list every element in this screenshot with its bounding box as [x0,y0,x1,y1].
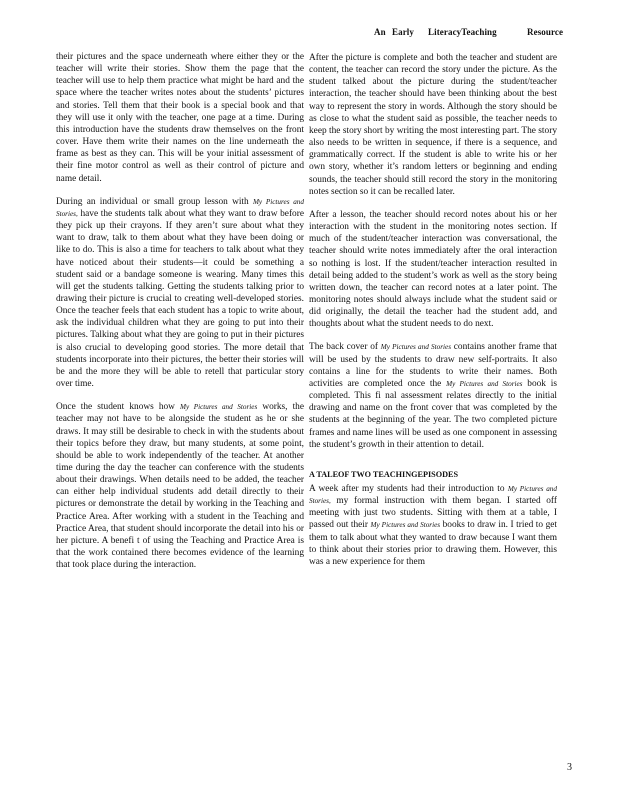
paragraph: After the picture is complete and both the teacher and student are content, the teacher can record the story under the picture. As the student talked about the picture during the student/teacher interaction, the teacher should have been thinking about the best way to represent the story in words. Although the story should be as close to what the student said as possible, the teacher needs to keep the story short by writing the most interesting part. The story also needs to be written in sequence, if there is a sequence, and grammatically correct. If the student is able to write his or her own story, whether it’s random letters or beginning and ending sounds, the teacher should still record the story in the monitoring notes section so it can be recalled later. [309,53,557,197]
book-title: My Pictures and Stories, [309,485,557,506]
paragraph-text: books to draw in. I tried to get them to talk about what they wanted to draw because I want them to think about their stories prior to drawing them. However, this was a new experience for them [309,520,557,567]
running-head-word: Early [392,27,414,37]
running-head-word: An [374,27,386,37]
book-title: My Pictures and Stories [380,343,452,352]
paragraph-text: my formal instruction with them began. I started off meeting with just two students. Sitting with them at a table, I passed out their [309,496,557,531]
paragraph [309,341,557,450]
paragraph [56,196,304,391]
left-column [56,51,304,571]
paragraph-text: contains another frame that will be used by the students to draw new self-portraits. It also contains a line for the students to write their names. Both activities are completed once the [309,342,557,389]
paragraph-text: A week after my students had their introduction to [309,484,508,494]
right-column [309,52,557,568]
paragraph-text: The back cover of [309,342,381,353]
book-title: My Pictures and Stories, [56,197,304,218]
paragraph-text: Once the student knows how [56,402,181,413]
book-title: My Pictures and Stories [446,379,523,388]
paragraph-text: works, the teacher may not have to be alongside the student as he or she draws. It may still be desirable to check in with the students about their topics before they draw, but many students, at some point, should be able to work independently of the teacher. At another time during the day the teacher can conference with the students about their drawings. When details need to be added, the teacher can either help individual students add detail directly to their pictures or demonstrate the detail by working in the Teaching and Practice Area. After working with a student in the Teaching and Practice Area, that student should incorporate the detail into his or her picture. A benefi t of using the Teaching and Practice Area is that the work contained there becomes evidence of the learning that took place during the interaction. [56,402,304,571]
paragraph [56,401,304,571]
paragraph-text: book is completed. This fi nal assessment relates directly to the initial drawing and name on the front cover that was completed by the students at the beginning of the year. The two completed picture frames and name lines will be used as one component in assessing the student’s growth in their attention to detail. [309,378,557,450]
paragraph [309,483,557,568]
paragraph: After a lesson, the teacher should record notes about his or her interaction with the student in the monitoring notes section. If much of the student/teacher interaction was conversational, the teacher should write notes immediately after the oral interaction so nothing is lost. If the student/teacher interaction resulted in detail being added to the student’s work as well as the story being written down, the teacher can record notes at a later point. The monitoring notes should always include what the student said or did originally, the detail the teacher had the student add, and thoughts about what the student needs to do next. [309,209,557,330]
book-title: My Pictures and Stories [180,403,258,412]
running-head-word: Resource [527,27,564,37]
running-head [0,27,618,41]
paragraph-text: During an individual or small group lesson with [56,196,253,207]
running-head-word: LiteracyTeaching [428,27,497,37]
paragraph: their pictures and the space underneath where either they or the teacher will write their stories. Show them the page that the teacher will use to help them practice what might be hard and the space where the teacher writes notes about the students’ pictures and stories. Tell them that their book is a special book and that they will use it only with the teacher, one page at a time. During this introduction have the students draw themselves on the front cover. Have them write their names on the line underneath the frame as best as they can. This will be your initial assessment of their fine motor control as well as their control of picture and name detail. [56,52,304,184]
paragraph-text: have the students talk about what they want to draw before they pick up their crayons. If they aren’t sure about what they want to draw, talk to them about what they have been doing or like to do. This is also a time for teachers to talk about what they have noticed about their students—it could be something a student said or a bandage someone is wearing. Many times this will get the students talking. Getting the students talking prior to drawing their picture is crucial to creating well-developed stories. Once the teacher feels that each student has a topic to write about, ask the individual children what they are going to put into their pictures. Talking about what they are going to put in their pictures is also crucial to developing good stories. The more detail that students incorporate into their pictures, the better their stories will be and the more they will be able to retell that particular story over time. [56,208,304,390]
section-heading: A TALEOF TWO TEACHINGEPISODES [309,469,459,479]
page-number: 3 [567,762,572,773]
book-title: My Pictures and Stories [370,521,441,530]
